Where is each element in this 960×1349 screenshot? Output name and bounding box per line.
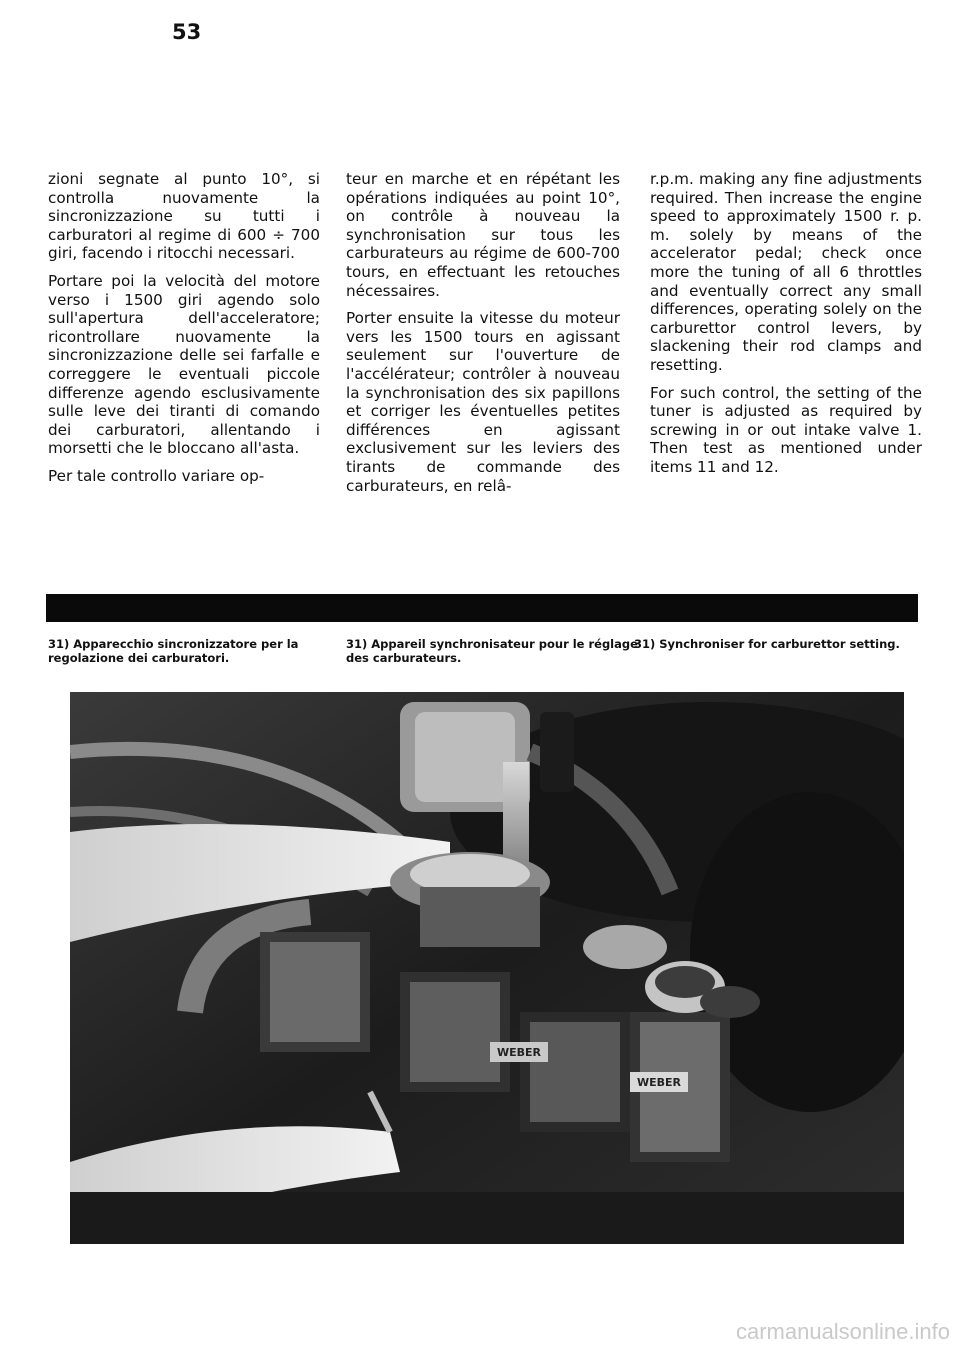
section-divider-bar xyxy=(46,594,918,622)
column-french xyxy=(346,170,620,504)
paragraph: r.p.m. making any fine adjustments required. Then increase the engine speed to approximately 1500 r. p. m. solely by means of the accelerator pedal; check once more the tuning of all 6 throttles and eventually correct any small differences, operating solely on the carburettor control levers, by slackening their rod clamps and resetting. xyxy=(650,170,922,374)
column-english xyxy=(650,170,922,486)
caption-english: 31) Synchroniser for carburettor setting. xyxy=(634,637,900,651)
caption-italian: 31) Apparecchio sincronizzatore per la regolazione dei carburatori. xyxy=(48,637,299,665)
paragraph: Portare poi la velocità del motore verso i 1500 giri agendo solo sull'apertura dell'acceleratore; ricontrollare nuovamente la sincronizzazione delle sei farfalle e correggere le eventuali piccole differenze agendo esclusivamente sulle leve dei tiranti di comando dei carburatori, allentando i morsetti che le bloccano all'asta. xyxy=(48,271,320,458)
carburettor-badge: WEBER xyxy=(496,1046,542,1059)
site-watermark: carmanualsonline.info xyxy=(735,1319,950,1344)
paragraph: teur en marche et en répétant les opérations indiquées au point 10°, on contrôle à nouveau la synchronisation sur tous les carburateurs au régime de 600-700 tours, en effectuant les retouches nécessaires. xyxy=(346,170,620,300)
paragraph: zioni segnate al punto 10°, si controlla nuovamente la sincronizzazione su tutti i carburatori al regime di 600 ÷ 700 giri, facendo i ritocchi necessari. xyxy=(48,170,320,263)
carburettor-badge: WEBER xyxy=(636,1076,682,1089)
paragraph: For such control, the setting of the tuner is adjusted as required by screwing in or out intake valve 1. Then test as mentioned under items 11 and 12. xyxy=(650,383,922,476)
caption-french: 31) Appareil synchronisateur pour le réglage des carburateurs. xyxy=(346,637,638,665)
column-italian xyxy=(48,170,320,495)
page-number: 53 xyxy=(172,20,202,44)
paragraph: Per tale controllo variare op- xyxy=(48,466,265,485)
engine-bay-illustration xyxy=(70,692,904,1244)
carburettor-photo xyxy=(70,692,904,1244)
paragraph: Porter ensuite la vitesse du moteur vers les 1500 tours en agissant seulement sur l'ouverture de l'accélérateur; contrôler à nouveau la synchronisation des six papillons et corriger les éventuelles petites différences en agissant exclusivement sur les leviers des tirants de commande des carburateurs, en relâ- xyxy=(346,309,620,495)
